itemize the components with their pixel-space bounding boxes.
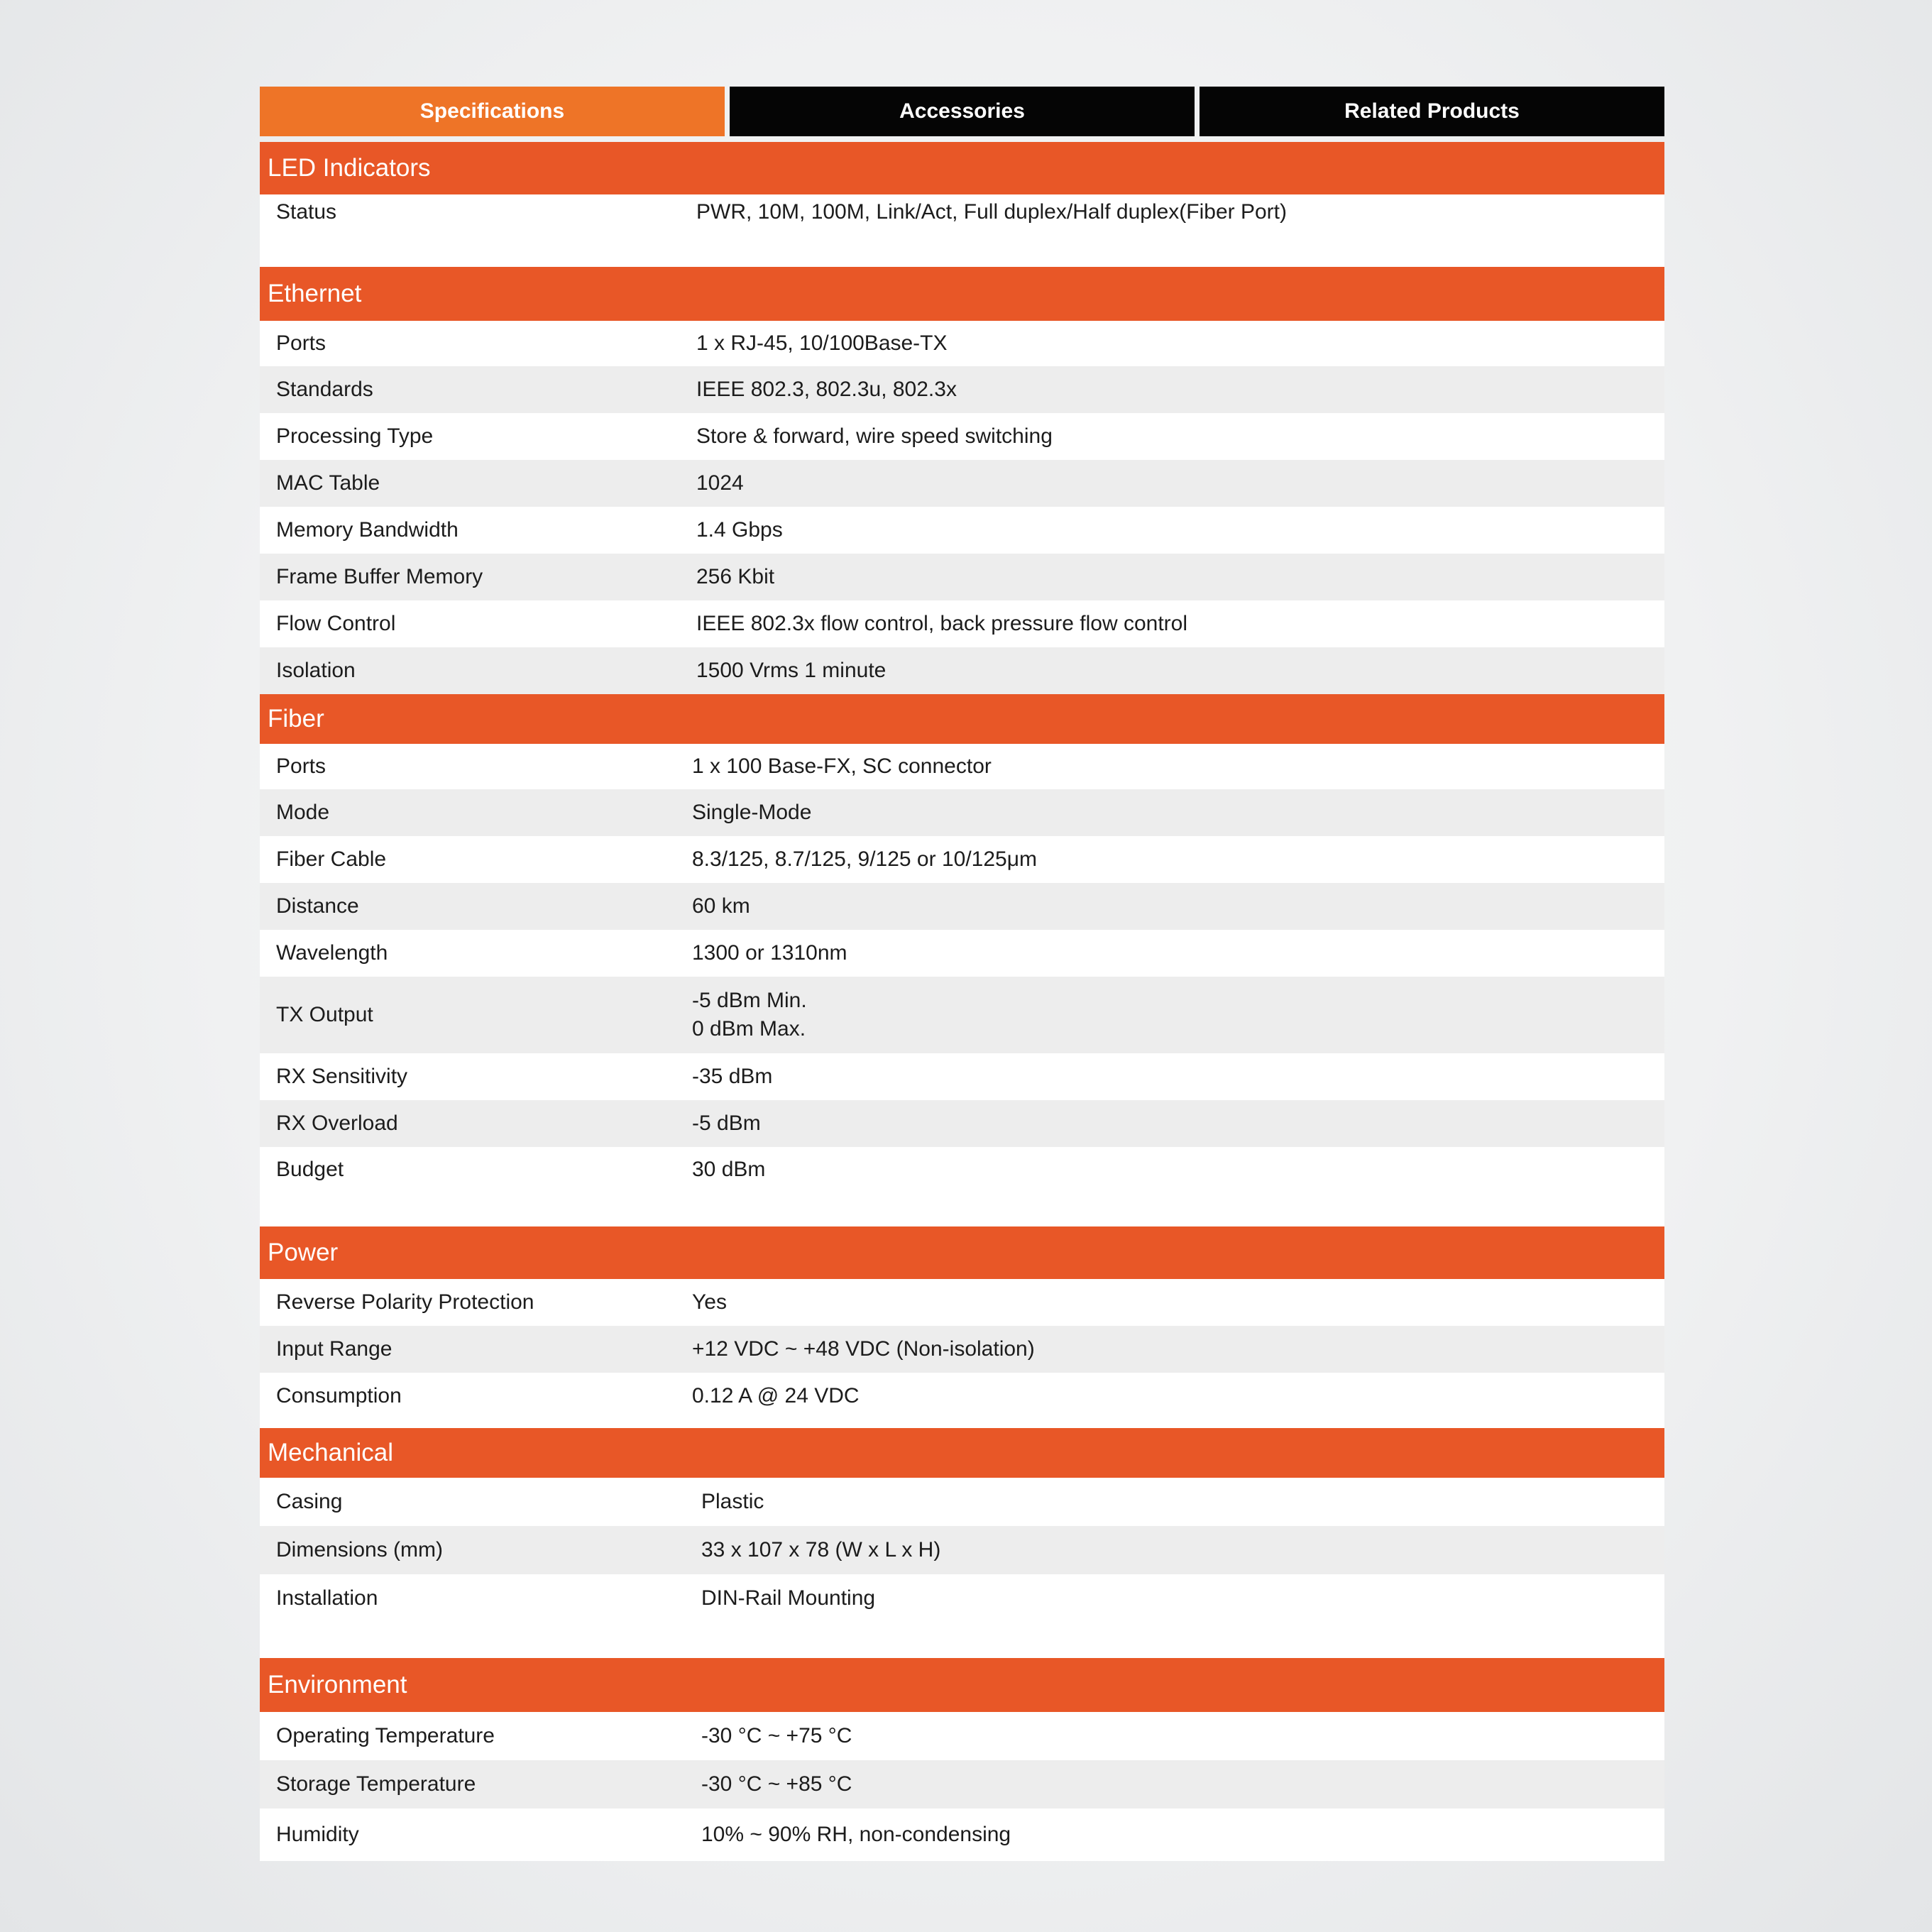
spec-row [260,1279,1664,1326]
section-header-mechanical: Mechanical [260,1428,1664,1478]
spec-value-line: +12 VDC ~ +48 VDC (Non-isolation) [692,1337,1035,1361]
spec-value [692,1109,1664,1138]
spec-label: Storage Temperature [276,1772,476,1796]
spec-value [692,939,1664,968]
spec-value-line: 30 dBm [692,1157,766,1181]
spec-label: RX Sensitivity [276,1064,408,1088]
spec-value-line: 10% ~ 90% RH, non-condensing [701,1822,1011,1846]
spec-label: Operating Temperature [276,1723,495,1747]
spec-label: RX Overload [276,1111,398,1135]
spec-value-line: Single-Mode [692,800,812,824]
spec-value-line: 8.3/125, 8.7/125, 9/125 or 10/125μm [692,847,1037,871]
spec-value-line: 0 dBm Max. [692,1017,806,1041]
spec-value [692,1156,1664,1185]
spec-label: Humidity [276,1822,359,1846]
spec-label: Ports [276,754,326,778]
spec-value [701,1722,1664,1751]
spec-value [692,752,1664,781]
spec-label: Standards [276,377,373,401]
section-spacer [260,230,1664,267]
spec-value-line: 1 x 100 Base-FX, SC connector [692,754,992,778]
spec-value-line: PWR, 10M, 100M, Link/Act, Full duplex/Half duplex(Fiber Port) [696,199,1287,224]
spec-row [260,507,1664,554]
spec-value-line: 33 x 107 x 78 (W x L x H) [701,1537,941,1561]
spec-label: Wavelength [276,940,388,965]
spec-value-line: -5 dBm Min. [692,988,807,1012]
spec-label: Casing [276,1489,343,1513]
spec-label: Ports [276,331,326,355]
spec-value-line: 1 x RJ-45, 10/100Base-TX [696,331,948,355]
spec-value-line: -35 dBm [692,1064,773,1088]
spec-label: Dimensions (mm) [276,1537,444,1561]
section-header-ethernet: Ethernet [260,267,1664,321]
spec-row [260,836,1664,883]
spec-value-line: 256 Kbit [696,564,775,588]
spec-label: Processing Type [276,424,434,448]
spec-row [260,744,1664,789]
spec-value [701,1536,1664,1565]
spec-label: Flow Control [276,611,396,635]
section-spacer [260,1192,1664,1226]
spec-value-line: -30 °C ~ +75 °C [701,1723,852,1747]
spec-value-line: 1300 or 1310nm [692,940,847,965]
section-spacer [260,1420,1664,1428]
spec-label: Reverse Polarity Protection [276,1290,534,1314]
spec-value-line: Plastic [701,1489,764,1513]
spec-value-line: 1500 Vrms 1 minute [696,658,887,682]
spec-row [260,647,1664,694]
spec-value [701,1584,1664,1613]
spec-value [692,1335,1664,1364]
tab-related-products[interactable]: Related Products [1200,87,1664,136]
spec-label: Budget [276,1157,344,1181]
spec-value [701,1770,1664,1799]
spec-value [696,516,1664,545]
spec-label: Mode [276,800,330,824]
spec-value [692,1288,1664,1317]
spec-value [696,469,1664,498]
spec-value [696,422,1664,451]
spec-row [260,1574,1664,1623]
spec-value [696,198,1664,227]
spec-label: Input Range [276,1337,393,1361]
spec-row [260,366,1664,413]
spec-value [696,563,1664,592]
spec-value [701,1821,1664,1850]
spec-row [260,1478,1664,1526]
spec-value-line: IEEE 802.3x flow control, back pressure flow control [696,611,1187,635]
spec-row [260,930,1664,977]
spec-value-line: 1.4 Gbps [696,517,783,542]
spec-row [260,977,1664,1053]
spec-label: Isolation [276,658,356,682]
spec-value [692,1063,1664,1092]
spec-row [260,600,1664,647]
section-spacer [260,1623,1664,1658]
spec-value [701,1488,1664,1517]
spec-value [696,375,1664,405]
spec-value-line: Yes [692,1290,727,1314]
spec-value [696,610,1664,639]
spec-value-line: -30 °C ~ +85 °C [701,1772,852,1796]
spec-row [260,460,1664,507]
spec-value [696,657,1664,686]
section-header-power: Power [260,1226,1664,1279]
tab-bar [260,87,1664,136]
spec-row [260,1373,1664,1420]
section-header-environment: Environment [260,1658,1664,1712]
spec-row [260,1760,1664,1808]
spec-label: MAC Table [276,471,380,495]
spec-row [260,194,1664,230]
spec-row [260,321,1664,366]
spec-value [692,845,1664,874]
tab-accessories[interactable]: Accessories [730,87,1195,136]
spec-value-line: 0.12 A @ 24 VDC [692,1383,860,1407]
spec-value-line: Store & forward, wire speed switching [696,424,1053,448]
spec-label: Distance [276,894,359,918]
spec-value [692,798,1664,828]
section-header-led-indicators: LED Indicators [260,142,1664,194]
spec-label: Installation [276,1586,378,1610]
spec-row [260,1147,1664,1192]
spec-panel [260,87,1664,1861]
spec-row [260,1808,1664,1861]
spec-value [696,329,1664,358]
spec-value-line: 1024 [696,471,744,495]
spec-row [260,1326,1664,1373]
section-header-fiber: Fiber [260,694,1664,744]
spec-row [260,789,1664,836]
spec-value [692,892,1664,921]
spec-label: Status [276,199,337,224]
spec-row [260,1526,1664,1574]
spec-row [260,883,1664,930]
spec-row [260,554,1664,600]
spec-value-line: IEEE 802.3, 802.3u, 802.3x [696,377,957,401]
spec-label: Memory Bandwidth [276,517,459,542]
tab-specifications[interactable]: Specifications [260,87,725,136]
spec-value-line: DIN-Rail Mounting [701,1586,876,1610]
spec-row [260,413,1664,460]
spec-table [260,142,1664,1861]
spec-value-line: 60 km [692,894,750,918]
spec-row [260,1100,1664,1147]
spec-value [692,1382,1664,1411]
spec-value [692,987,1664,1044]
spec-row [260,1712,1664,1760]
spec-row [260,1053,1664,1100]
spec-label: Consumption [276,1383,402,1407]
spec-label: Fiber Cable [276,847,387,871]
spec-label: Frame Buffer Memory [276,564,483,588]
spec-label: TX Output [276,1002,373,1026]
spec-value-line: -5 dBm [692,1111,761,1135]
